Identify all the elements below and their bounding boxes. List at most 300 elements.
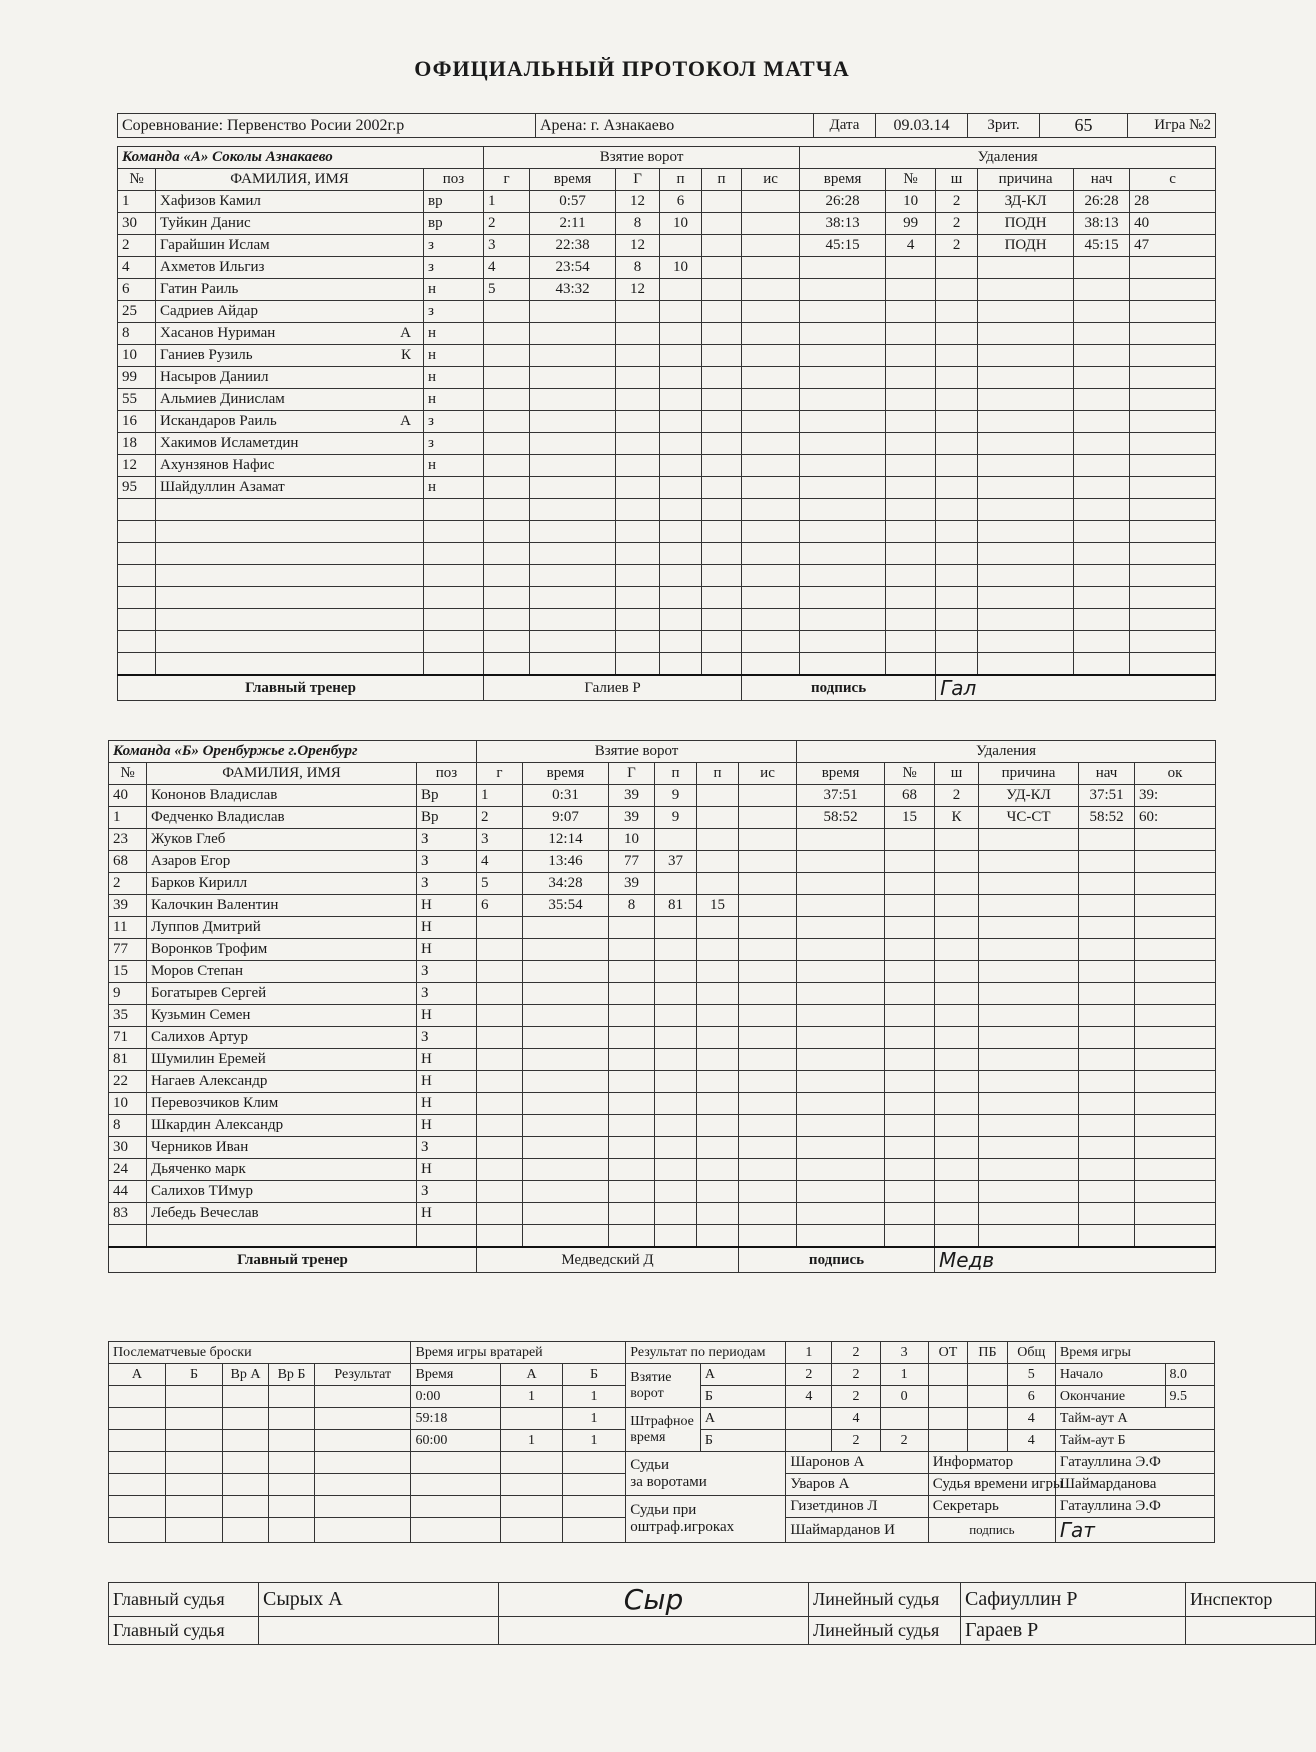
player-name	[156, 609, 424, 631]
penalty-minutes	[936, 653, 978, 676]
goal-judges-line1: Судьи	[630, 1456, 669, 1473]
informer-name: Гатауллина Э.Ф	[1055, 1452, 1214, 1474]
timekeeper-label: Судья времени игры	[928, 1474, 1055, 1496]
player-row	[109, 1159, 1216, 1181]
col-pen-minutes: ш	[935, 763, 979, 785]
penalty-end	[1130, 345, 1216, 367]
goal-scorer	[616, 433, 660, 455]
gk-time-label: Время игры вратарей	[411, 1342, 626, 1364]
goal-situation	[742, 587, 800, 609]
penalty-time	[800, 565, 886, 587]
penalty-time	[800, 389, 886, 411]
goal-number	[477, 917, 523, 939]
penalty-player	[885, 873, 935, 895]
penalty-time	[797, 829, 885, 851]
player-position: З	[417, 983, 477, 1005]
gk-row-1-time: 0:00	[411, 1386, 501, 1408]
player-position: з	[424, 411, 484, 433]
goal-time: 0:31	[523, 785, 609, 807]
col-assist-2: п	[697, 763, 739, 785]
secretary-sign-label: подпись	[928, 1518, 1055, 1543]
penalty-start	[1079, 1115, 1135, 1137]
goal-number	[484, 565, 530, 587]
goal-scorer	[609, 1049, 655, 1071]
pim-b-p2: 2	[832, 1430, 880, 1452]
player-name	[156, 433, 424, 455]
goal-judges-line2: за воротами	[630, 1473, 707, 1490]
goal-time	[530, 455, 616, 477]
goals-b-ot	[928, 1386, 967, 1408]
penalty-time	[800, 433, 886, 455]
penalty-start	[1074, 565, 1130, 587]
goal-assist-1	[660, 631, 702, 653]
penalty-time	[800, 543, 886, 565]
penalty-start	[1079, 1137, 1135, 1159]
head-ref-signature: Сыр	[499, 1583, 809, 1617]
goal-number	[477, 939, 523, 961]
player-row	[109, 1115, 1216, 1137]
goal-assist-1	[660, 653, 702, 676]
player-name-text: Ахунзянов Нафис	[160, 457, 275, 473]
penalty-reason	[978, 433, 1074, 455]
penalty-minutes: 2	[935, 785, 979, 807]
goal-number	[477, 1115, 523, 1137]
goal-number	[484, 631, 530, 653]
penalty-time	[797, 1027, 885, 1049]
player-name-text: Хасанов Нуриман	[160, 325, 276, 341]
col-name: ФАМИЛИЯ, ИМЯ	[147, 763, 417, 785]
player-name	[156, 367, 424, 389]
player-name	[147, 1093, 417, 1115]
penalty-start	[1079, 851, 1135, 873]
penalty-time	[800, 455, 886, 477]
player-position: Н	[417, 895, 477, 917]
player-name	[156, 565, 424, 587]
goal-time	[530, 631, 616, 653]
col-pos: поз	[417, 763, 477, 785]
goal-time	[530, 521, 616, 543]
player-name-text: Дьяченко марк	[151, 1161, 246, 1177]
penalty-player	[886, 279, 936, 301]
penalty-reason	[979, 961, 1079, 983]
goal-assist-2	[697, 939, 739, 961]
penalty-time	[800, 609, 886, 631]
player-row	[109, 873, 1216, 895]
player-position: Н	[417, 1071, 477, 1093]
penalty-end	[1130, 587, 1216, 609]
goal-assist-1: 81	[655, 895, 697, 917]
goal-number	[484, 389, 530, 411]
penalty-reason	[978, 587, 1074, 609]
penalty-end	[1130, 301, 1216, 323]
player-row	[109, 1093, 1216, 1115]
penalty-end	[1135, 851, 1216, 873]
goal-time: 0:57	[530, 191, 616, 213]
goals-a-p3: 1	[880, 1364, 928, 1386]
goal-assist-1	[660, 543, 702, 565]
goal-number	[477, 1181, 523, 1203]
player-position: З	[417, 1027, 477, 1049]
player-position	[424, 543, 484, 565]
goal-assist-2	[702, 521, 742, 543]
player-row	[118, 235, 1216, 257]
penalty-player	[886, 411, 936, 433]
player-position	[424, 587, 484, 609]
goal-situation	[742, 301, 800, 323]
penalty-reason: УД-КЛ	[979, 785, 1079, 807]
goals-label-line2: ворот	[630, 1385, 664, 1401]
penalty-player	[886, 323, 936, 345]
player-name-text: Искандаров Раиль	[160, 413, 277, 429]
penalty-time	[800, 323, 886, 345]
goal-scorer: 12	[616, 235, 660, 257]
player-position: н	[424, 279, 484, 301]
goal-assist-1	[660, 477, 702, 499]
player-row	[118, 653, 1216, 676]
penalty-minutes	[935, 1203, 979, 1225]
player-number	[109, 1225, 147, 1248]
shootout-label: Послематчевые броски	[109, 1342, 411, 1364]
penalty-time	[800, 279, 886, 301]
penalty-minutes	[935, 1159, 979, 1181]
player-name	[147, 807, 417, 829]
goal-assist-2	[702, 455, 742, 477]
player-row	[109, 939, 1216, 961]
penalty-time	[797, 1115, 885, 1137]
goal-scorer	[616, 631, 660, 653]
player-name	[147, 1005, 417, 1027]
goal-number	[484, 587, 530, 609]
goal-number	[484, 609, 530, 631]
player-row	[118, 587, 1216, 609]
goal-number	[484, 367, 530, 389]
penalty-start	[1074, 279, 1130, 301]
penalty-reason	[978, 543, 1074, 565]
goal-time	[530, 301, 616, 323]
player-name-text: Салихов Артур	[151, 1029, 249, 1045]
col-pen-time: время	[800, 169, 886, 191]
player-number: 23	[109, 829, 147, 851]
goal-situation	[742, 389, 800, 411]
penalty-start	[1079, 1093, 1135, 1115]
goal-number	[477, 1071, 523, 1093]
goal-scorer	[616, 653, 660, 676]
penalty-minutes	[935, 939, 979, 961]
goal-time: 35:54	[523, 895, 609, 917]
penalty-reason	[978, 345, 1074, 367]
goal-assist-2	[702, 433, 742, 455]
player-number	[118, 543, 156, 565]
penalty-minutes	[936, 565, 978, 587]
player-row	[109, 983, 1216, 1005]
goal-time	[523, 1115, 609, 1137]
goal-scorer	[609, 1005, 655, 1027]
player-position: Н	[417, 939, 477, 961]
player-name	[156, 477, 424, 499]
goal-scorer	[616, 609, 660, 631]
penalty-minutes	[936, 323, 978, 345]
penalty-player	[885, 829, 935, 851]
player-row	[118, 433, 1216, 455]
goal-situation	[739, 1093, 797, 1115]
pim-team-b: Б	[700, 1430, 785, 1452]
player-name-text: Азаров Егор	[151, 853, 231, 869]
player-name-text: Луппов Дмитрий	[151, 919, 261, 935]
penalty-reason	[978, 367, 1074, 389]
penalty-reason	[979, 829, 1079, 851]
player-name	[147, 1137, 417, 1159]
goal-assist-2	[702, 631, 742, 653]
penalty-start	[1079, 939, 1135, 961]
penalty-time: 45:15	[800, 235, 886, 257]
player-number: 9	[109, 983, 147, 1005]
col-pen-start: нач	[1079, 763, 1135, 785]
penalty-end	[1130, 521, 1216, 543]
penalty-reason	[978, 257, 1074, 279]
player-number: 18	[118, 433, 156, 455]
linesman-label-2: Линейный судья	[809, 1617, 961, 1645]
head-ref-name-1: Сырых А	[259, 1583, 499, 1617]
linesman-name-2: Гараев Р	[961, 1617, 1186, 1645]
penalty-time	[800, 367, 886, 389]
penalty-time	[800, 653, 886, 676]
penalty-player	[886, 301, 936, 323]
player-position: з	[424, 433, 484, 455]
player-name	[147, 873, 417, 895]
penalty-start: 45:15	[1074, 235, 1130, 257]
player-row	[109, 785, 1216, 807]
penalty-start	[1074, 257, 1130, 279]
referees	[108, 1582, 1316, 1645]
penalty-time	[797, 1049, 885, 1071]
penalty-minutes	[935, 1049, 979, 1071]
goal-time: 2:11	[530, 213, 616, 235]
penalty-minutes	[936, 609, 978, 631]
penalty-end	[1135, 1027, 1216, 1049]
goal-assist-2	[702, 367, 742, 389]
penalty-end	[1135, 1203, 1216, 1225]
penalty-minutes: К	[935, 807, 979, 829]
penalty-end	[1135, 1137, 1216, 1159]
goal-number	[484, 433, 530, 455]
team-b-roster	[108, 740, 1216, 1273]
pim-label-line2: время	[630, 1429, 666, 1445]
col-goal-no: г	[477, 763, 523, 785]
penalty-player: 10	[886, 191, 936, 213]
player-number	[118, 609, 156, 631]
goal-assist-1: 37	[655, 851, 697, 873]
start-value: 8.0	[1165, 1364, 1214, 1386]
player-name	[156, 235, 424, 257]
player-number	[118, 653, 156, 676]
goal-assist-1	[660, 565, 702, 587]
goal-situation	[739, 1137, 797, 1159]
penalty-reason	[978, 521, 1074, 543]
player-number: 68	[109, 851, 147, 873]
shootout-col-gk-b: Вр Б	[269, 1364, 315, 1386]
goal-number	[477, 1093, 523, 1115]
period-1-header: 1	[786, 1342, 832, 1364]
goal-time	[530, 543, 616, 565]
linesman-label-1: Линейный судья	[809, 1583, 961, 1617]
goal-time	[530, 477, 616, 499]
penalty-reason	[979, 1115, 1079, 1137]
goal-assist-1	[655, 1049, 697, 1071]
goal-scorer	[609, 1159, 655, 1181]
penalty-minutes	[936, 345, 978, 367]
player-number: 30	[109, 1137, 147, 1159]
player-name	[156, 389, 424, 411]
col-num: №	[118, 169, 156, 191]
player-row	[109, 1005, 1216, 1027]
player-number: 40	[109, 785, 147, 807]
informer-label: Информатор	[928, 1452, 1055, 1474]
secretary-name: Гатауллина Э.Ф	[1055, 1496, 1214, 1518]
player-row	[118, 521, 1216, 543]
goal-scorer	[609, 961, 655, 983]
player-position: З	[417, 829, 477, 851]
penalty-reason	[978, 653, 1074, 676]
goal-assist-1	[660, 455, 702, 477]
goal-number	[477, 983, 523, 1005]
player-row	[118, 499, 1216, 521]
player-number: 11	[109, 917, 147, 939]
goal-number: 2	[477, 807, 523, 829]
coach-sign-label: подпись	[739, 1247, 935, 1273]
penalty-start: 37:51	[1079, 785, 1135, 807]
player-name-text: Гарайшин Ислам	[160, 237, 270, 253]
date-value: 09.03.14	[876, 114, 968, 138]
player-name	[147, 1049, 417, 1071]
penalty-reason	[978, 411, 1074, 433]
penalty-time	[797, 917, 885, 939]
goal-assist-2	[697, 873, 739, 895]
goal-assist-1	[655, 917, 697, 939]
end-label: Окончание	[1055, 1386, 1165, 1408]
player-position: вр	[424, 213, 484, 235]
player-number: 81	[109, 1049, 147, 1071]
penalty-start	[1074, 587, 1130, 609]
penalty-start	[1079, 1203, 1135, 1225]
col-assist-1: п	[655, 763, 697, 785]
penalty-end	[1135, 1225, 1216, 1248]
period-total-header: Общ	[1007, 1342, 1055, 1364]
goal-number	[477, 1027, 523, 1049]
goal-time	[523, 1071, 609, 1093]
penalty-minutes	[935, 1137, 979, 1159]
match-header	[117, 113, 1216, 138]
penalty-end	[1135, 895, 1216, 917]
penalty-end	[1135, 1093, 1216, 1115]
period-so-header: ПБ	[968, 1342, 1007, 1364]
penalty-player	[885, 1049, 935, 1071]
goals-b-so	[968, 1386, 1007, 1408]
goal-number	[484, 521, 530, 543]
pim-a-p2: 4	[832, 1408, 880, 1430]
player-row	[109, 1137, 1216, 1159]
player-name	[156, 587, 424, 609]
goal-number	[484, 477, 530, 499]
goal-time	[523, 1181, 609, 1203]
goals-a-ot	[928, 1364, 967, 1386]
penalty-end: 60:	[1135, 807, 1216, 829]
player-number: 8	[118, 323, 156, 345]
penalty-minutes	[936, 411, 978, 433]
penalty-judge-a: Гизетдинов Л	[786, 1496, 928, 1518]
penalty-end	[1130, 433, 1216, 455]
player-number: 6	[118, 279, 156, 301]
penalty-judges-line2: оштраф.игроках	[630, 1519, 735, 1535]
player-name	[156, 301, 424, 323]
player-number: 30	[118, 213, 156, 235]
penalty-time	[797, 873, 885, 895]
penalty-time	[797, 1225, 885, 1248]
col-pen-minutes: ш	[936, 169, 978, 191]
goal-assist-1	[660, 521, 702, 543]
goal-time: 9:07	[523, 807, 609, 829]
penalty-reason	[979, 983, 1079, 1005]
goal-scorer: 10	[609, 829, 655, 851]
penalty-minutes	[935, 1115, 979, 1137]
head-ref-name-2	[259, 1617, 499, 1645]
goal-assist-2	[702, 477, 742, 499]
goal-assist-2	[697, 1093, 739, 1115]
penalty-start: 26:28	[1074, 191, 1130, 213]
penalty-player	[885, 1159, 935, 1181]
periods-label: Результат по периодам	[626, 1342, 786, 1364]
goal-time: 12:14	[523, 829, 609, 851]
player-name	[147, 785, 417, 807]
player-name-text: Жуков Глеб	[151, 831, 226, 847]
penalty-time	[800, 499, 886, 521]
player-number: 83	[109, 1203, 147, 1225]
penalty-time: 58:52	[797, 807, 885, 829]
penalty-start: 58:52	[1079, 807, 1135, 829]
player-row	[118, 323, 1216, 345]
goal-assist-1	[660, 609, 702, 631]
player-name	[156, 521, 424, 543]
goal-number: 2	[484, 213, 530, 235]
player-row	[109, 1225, 1216, 1248]
goal-assist-1	[660, 301, 702, 323]
penalty-minutes	[935, 1093, 979, 1115]
penalty-minutes	[935, 983, 979, 1005]
goal-assist-2	[697, 1115, 739, 1137]
pim-b-p3: 2	[880, 1430, 928, 1452]
goal-assist-2	[697, 1071, 739, 1093]
player-name	[156, 323, 424, 345]
goal-scorer	[616, 499, 660, 521]
player-number: 24	[109, 1159, 147, 1181]
penalty-player	[886, 367, 936, 389]
penalty-judges-label	[626, 1496, 786, 1543]
period-ot-header: ОТ	[928, 1342, 967, 1364]
player-row	[118, 345, 1216, 367]
penalty-start	[1074, 609, 1130, 631]
goal-scorer	[616, 521, 660, 543]
goal-assist-1	[655, 1137, 697, 1159]
goal-assist-1	[655, 1115, 697, 1137]
penalty-end	[1130, 499, 1216, 521]
penalty-player	[886, 543, 936, 565]
gk-row-3-b: 1	[562, 1430, 626, 1452]
timekeeper-name: Шаймарданова	[1055, 1474, 1214, 1496]
player-position: З	[417, 851, 477, 873]
goal-scorer	[616, 543, 660, 565]
penalty-player	[885, 1115, 935, 1137]
penalty-minutes	[935, 1005, 979, 1027]
penalty-player	[885, 917, 935, 939]
